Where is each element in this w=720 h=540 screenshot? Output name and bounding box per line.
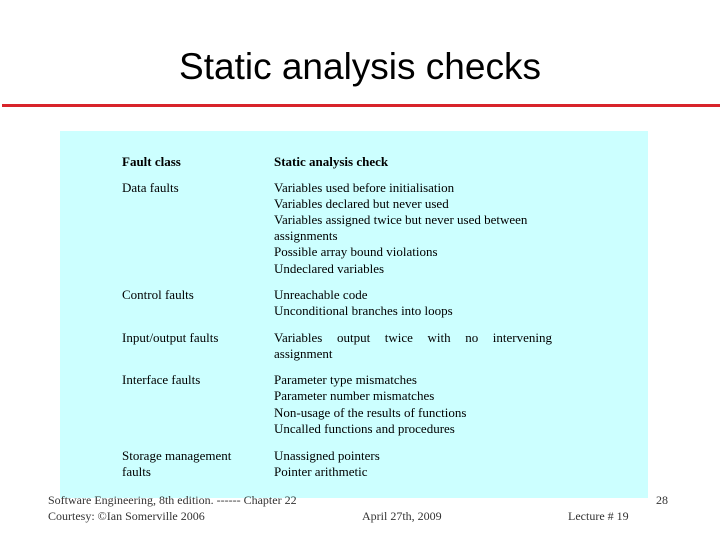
footer-book-info: Software Engineering, 8th edition. ------ Chapter 22 <box>48 493 297 507</box>
header-fault-class: Fault class <box>122 154 181 169</box>
check-item: Pointer arithmetic <box>274 464 368 479</box>
footer-lecture: Lecture # 19 <box>568 509 629 523</box>
fault-class-control: Control faults <box>122 287 194 302</box>
check-item: Uncalled functions and procedures <box>274 421 455 436</box>
title-divider <box>2 104 720 107</box>
check-item: Undeclared variables <box>274 261 385 276</box>
footer-date: April 27th, 2009 <box>362 509 442 523</box>
check-item: Possible array bound violations <box>274 244 438 259</box>
check-item: Variables output twice with no intervening assignment <box>274 330 552 362</box>
check-item: Variables used before initialisation <box>274 180 455 195</box>
check-item: Non-usage of the results of functions <box>274 405 467 420</box>
slide-number: 28 <box>656 493 668 507</box>
check-item: Unreachable code <box>274 287 368 302</box>
check-item: Unconditional branches into loops <box>274 303 453 318</box>
check-item: Variables assigned twice but never used between assignments <box>274 212 528 244</box>
check-item: Variables declared but never used <box>274 196 449 211</box>
check-item: Parameter type mismatches <box>274 372 417 387</box>
slide-title: Static analysis checks <box>179 46 541 87</box>
footer-courtesy: Courtesy: ©Ian Somerville 2006 <box>48 509 205 523</box>
fault-class-interface: Interface faults <box>122 372 201 387</box>
fault-class-storage: Storage management faults <box>122 448 232 480</box>
check-item: Unassigned pointers <box>274 448 380 463</box>
check-item: Parameter number mismatches <box>274 388 435 403</box>
fault-class-data: Data faults <box>122 180 179 195</box>
header-static-analysis-check: Static analysis check <box>274 154 389 169</box>
fault-class-io: Input/output faults <box>122 330 219 345</box>
